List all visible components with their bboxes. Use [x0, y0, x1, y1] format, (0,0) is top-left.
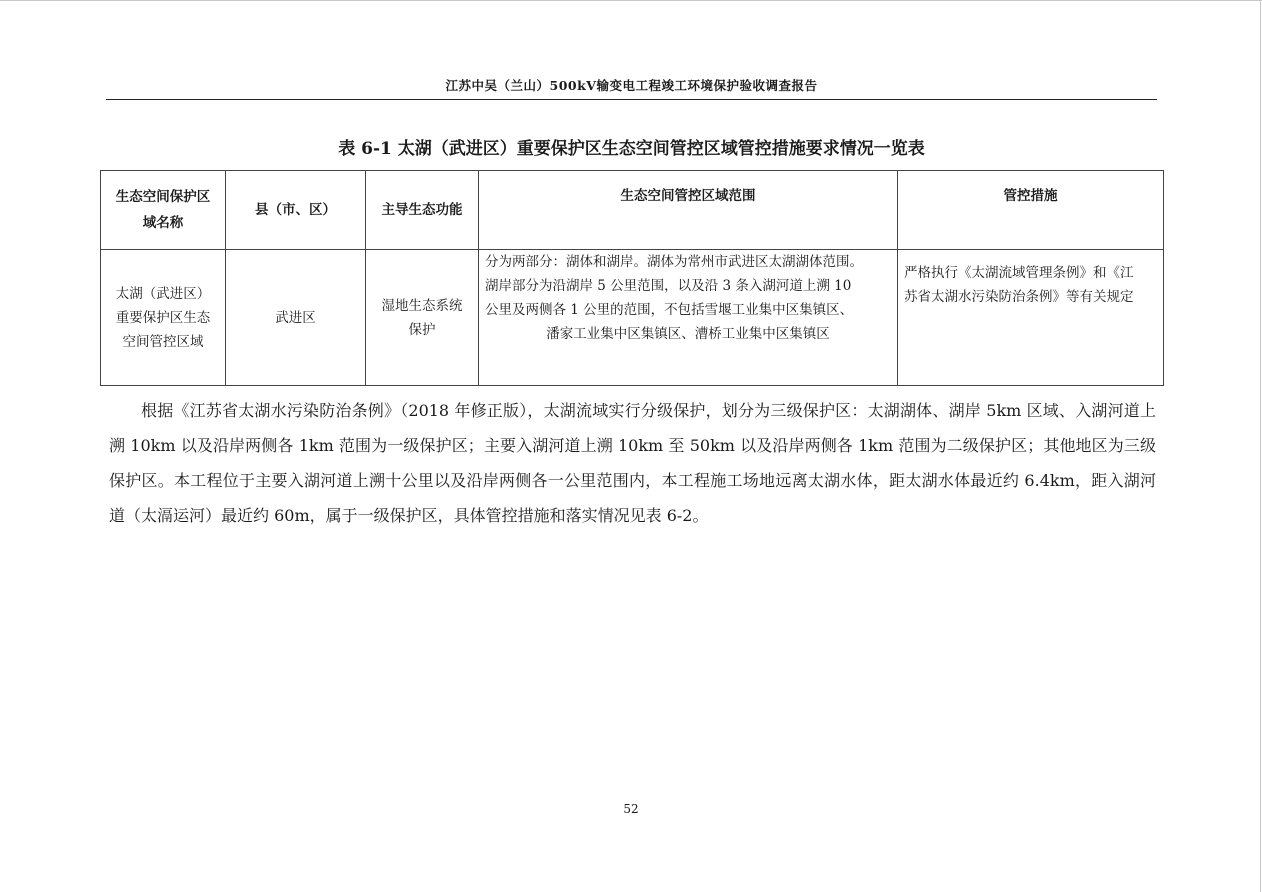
header-measures: 管控措施: [898, 171, 1164, 250]
cell-scope: [479, 250, 898, 386]
header-function: 主导生态功能: [366, 171, 479, 250]
header-rule: [106, 99, 1157, 100]
table-row: [101, 250, 1164, 386]
header-area-name-line: 域名称: [142, 215, 184, 231]
cell-line: 公里及两侧各 1 公里的范围，不包括雪堰工业集中区集镇区、: [485, 302, 854, 318]
running-header-title: 江苏中吴（兰山）500kV输变电工程竣工环境保护验收调查报告: [445, 78, 818, 93]
table-caption: 表 6-1 太湖（武进区）重要保护区生态空间管控区域管控措施要求情况一览表: [338, 139, 925, 159]
cell-line: 湖岸部分为沿湖岸 5 公里范围，以及沿 3 条入湖河道上溯 10: [485, 278, 852, 294]
cell-line: 重要保护区生态: [115, 309, 211, 326]
page-right-edge: [1260, 0, 1261, 892]
page-top-edge: [0, 0, 1262, 1]
cell-line: 太湖（武进区）: [115, 285, 211, 302]
page-number: 52: [623, 802, 639, 816]
body-paragraph: 根据《江苏省太湖水污染防治条例》（2018 年修正版），太湖流域实行分级保护，划分为三级保护区：太湖湖体、湖岸 5km 区域、入湖河道上溯 10km 以及沿岸两侧各 1km 范围为一级保护区；主要入湖河道上溯 10km 至 50km 以及沿岸两侧各 1km 范围为二级保护区；其他地区为三级保护区。本工程位于主要入湖河道上溯十公里以及沿岸两侧各一公里范围内，本工程施工场地远离太湖水体，距太湖水体最近约 6.4km，距入湖河道（太滆运河）最近约 60m，属于一级保护区，具体管控措施和落实情况见表 6-2。: [109, 401, 1156, 525]
cell-line: 分为两部分：湖体和湖岸。湖体为常州市武进区太湖湖体范围。: [485, 254, 863, 270]
cell-line: 严格执行《太湖流域管理条例》和《江: [904, 265, 1134, 281]
cell-line: 保护: [408, 321, 436, 338]
header-area-name: [101, 171, 226, 250]
cell-area-name: [101, 250, 226, 386]
header-county: 县（市、区）: [226, 171, 366, 250]
cell-measures: [898, 250, 1164, 386]
cell-line: 潘家工业集中区集镇区、漕桥工业集中区集镇区: [546, 326, 830, 342]
cell-line: 空间管控区域: [122, 333, 204, 350]
cell-line: 苏省太湖水污染防治条例》等有关规定: [904, 289, 1134, 305]
cell-function: [366, 250, 479, 386]
cell-county: 武进区: [226, 250, 366, 386]
table-header-row: [101, 171, 1164, 250]
cell-line: 湿地生态系统: [381, 297, 463, 314]
protection-measures-table: [100, 170, 1164, 386]
header-area-name-line: 生态空间保护区: [115, 189, 211, 205]
header-scope: 生态空间管控区域范围: [479, 171, 898, 250]
